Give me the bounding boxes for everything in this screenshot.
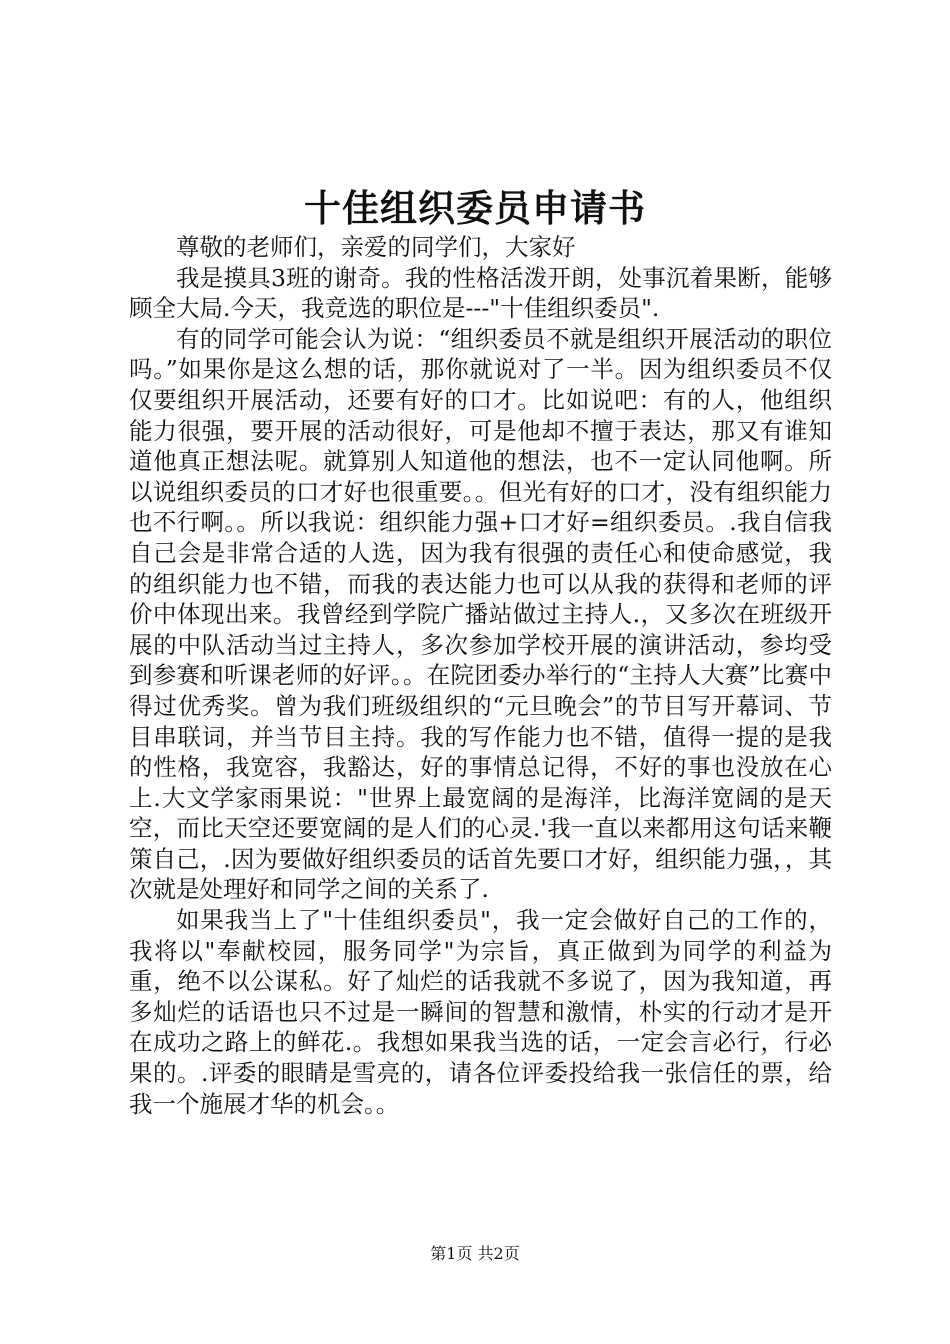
page-indicator: 第1页 共2页 xyxy=(430,1244,520,1263)
paragraph-pledge: 如果我当上了"十佳组织委员"，我一定会做好自己的工作的，我将以"奉献校园，服务同学"为宗旨，真正做到为同学的利益为重，绝不以公谋私。好了灿烂的话我就不多说了，因为我知道，再多灿烂的话语也只不过是一瞬间的智慧和激情，朴实的行动才是开在成功之路上的鲜花.。我想如果我当选的话，一定会言必行，行必果的。.评委的眼睛是雪亮的，请各位评委投给我一张信任的票，给我一个施展才华的机会。。 xyxy=(129,906,832,1118)
paragraph-qualifications: 有的同学可能会认为说：“组织委员不就是组织开展活动的职位吗。”如果你是这么想的话，那你就说对了一半。因为组织委员不仅仅要组织开展活动，还要有好的口才。比如说吧：有的人，他组织能力很强，要开展的活动很好，可是他却不擅于表达，那又有谁知道他真正想法呢。就算别人知道他的想法，也不一定认同他啊。所以说组织委员的口才好也很重要。。但光有好的口才，没有组织能力也不行啊。。所以我说：组织能力强+口才好=组织委员。.我自信我自己会是非常合适的人选，因为我有很强的责任心和使命感觉，我的组织能力也不错，而我的表达能力也可以从我的获得和老师的评价中体现出来。我曾经到学院广播站做过主持人.，又多次在班级开展的中队活动当过主持人，多次参加学校开展的演讲活动，参均受到参赛和听课老师的好评。。在院团委办举行的“主持人大赛”比赛中得过优秀奖。曾为我们班级组织的“元旦晚会”的节目写开幕词、节目串联词，并当节目主持。我的写作能力也不错，值得一提的是我的性格，我宽容，我豁达，好的事情总记得，不好的事也没放在心上.大文学家雨果说："世界上最宽阔的是海洋，比海洋宽阔的是天空，而比天空还要宽阔的是人们的心灵.'我一直以来都用这句话来鞭策自己，.因为要做好组织委员的话首先要口才好，组织能力强，，其次就是处理好和同学之间的关系了. xyxy=(129,324,832,904)
page-footer xyxy=(0,1243,950,1265)
document-title: 十佳组织委员申请书 xyxy=(304,186,646,230)
paragraph-introduction: 我是摸具3班的谢奇。我的性格活泼开朗，处事沉着果断，能够顾全大局.今天，我竞选的职位是---"十佳组织委员". xyxy=(129,263,832,323)
document-body xyxy=(129,232,832,1119)
paragraph-salutation: 尊敬的老师们，亲爱的同学们，大家好 xyxy=(176,233,576,261)
